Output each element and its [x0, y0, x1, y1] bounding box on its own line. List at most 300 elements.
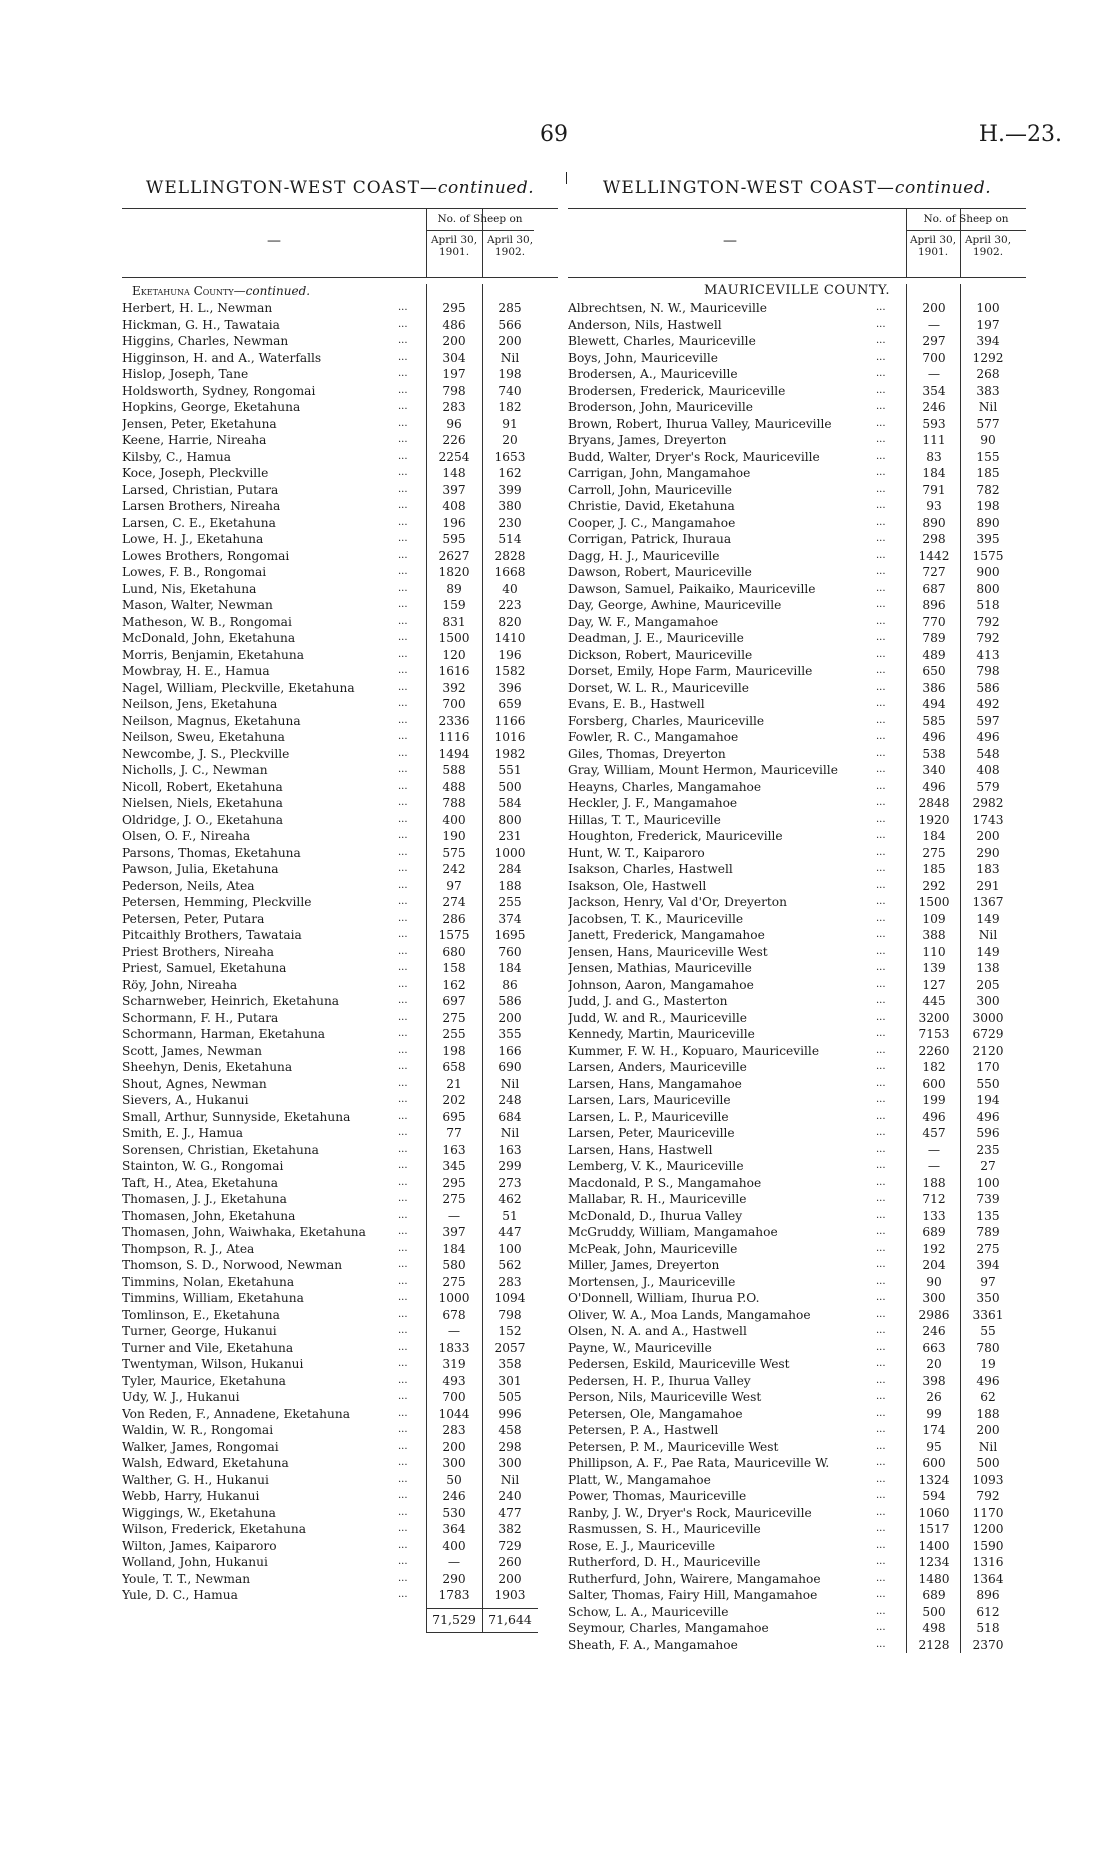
right-table-row [568, 1373, 1026, 1390]
sheep-1902-value: 496 [976, 1373, 1000, 1388]
holder-name: Judd, W. and R., Mauriceville [568, 1010, 747, 1025]
holder-name: Nicholls, J. C., Newman [122, 763, 268, 777]
left-group-underline [426, 230, 534, 231]
leader-dots: ... [398, 978, 408, 990]
sheep-1902-value: 492 [976, 697, 1000, 711]
holder-name: Giles, Thomas, Dreyerton [568, 746, 726, 761]
sheep-1901-value: 1494 [438, 746, 470, 761]
leader-dots: ... [398, 1374, 408, 1386]
sheep-1902-value: 659 [498, 697, 522, 711]
sheep-1902-value: 1575 [972, 548, 1004, 563]
holder-name: Power, Thomas, Mauriceville [568, 1489, 747, 1503]
sheep-1901-value: 158 [442, 961, 466, 975]
sheep-1901-value: 192 [922, 1241, 946, 1256]
sheep-1901-value: 663 [922, 1340, 946, 1355]
sheep-1902-value: 740 [498, 383, 522, 398]
leader-dots: ... [398, 1490, 408, 1501]
right-table-row [568, 1175, 1026, 1192]
leader-dots: ... [876, 1391, 886, 1402]
left-section-name: Eketahuna County [132, 284, 234, 298]
right-table-row [568, 531, 1026, 548]
leader-dots: ... [876, 1325, 886, 1336]
left-col2-line1: April 30, [486, 234, 534, 246]
right-table-row [568, 927, 1026, 944]
sheep-1902-value: 230 [498, 515, 522, 530]
sheep-1901-value: 392 [442, 680, 466, 695]
leader-dots: ... [398, 1242, 408, 1254]
sheep-1901-value: 494 [922, 697, 946, 711]
sheep-1901-value: 182 [922, 1060, 946, 1074]
sheep-1902-value: 138 [976, 961, 1000, 975]
sheep-1901-value: 3200 [918, 1010, 950, 1025]
holder-name: Kennedy, Martin, Mauriceville [568, 1027, 755, 1041]
leader-dots: ... [876, 1044, 886, 1056]
holder-name: Jensen, Mathias, Mauriceville [568, 961, 752, 975]
leader-dots: ... [876, 1292, 886, 1303]
leader-dots: ... [876, 1275, 886, 1287]
left-table-row [122, 1175, 558, 1192]
sheep-1901-value: 93 [926, 499, 942, 513]
right-table-row [568, 1521, 1026, 1538]
leader-dots: ... [398, 648, 408, 660]
sheep-1902-value: 1695 [494, 928, 526, 942]
left-table-row [122, 845, 558, 862]
left-table-row [122, 1224, 558, 1241]
sheep-1901-value: 727 [922, 565, 946, 579]
leader-dots: ... [876, 1556, 886, 1567]
sheep-1902-value: 800 [976, 581, 1000, 596]
sheep-1901-value: 90 [926, 1274, 942, 1289]
right-rows [568, 300, 1026, 1653]
sheep-1901-value: 162 [442, 977, 466, 992]
sheep-1901-value: 340 [922, 763, 946, 777]
leader-dots: ... [398, 335, 408, 346]
right-table-row [568, 399, 1026, 416]
right-table-row [568, 663, 1026, 680]
leader-dots: ... [398, 599, 408, 610]
sheep-1902-value: 1653 [494, 449, 526, 464]
sheep-1901-value: 184 [922, 466, 946, 480]
sheep-1902-value: 1166 [494, 713, 526, 728]
left-table-row [122, 927, 558, 944]
sheep-1902-value: 890 [976, 515, 1000, 530]
left-table-row [122, 482, 558, 499]
sheep-1902-value: 200 [976, 1423, 1000, 1437]
sheep-1901-value: 397 [442, 1225, 466, 1239]
sheep-1902-value: 408 [976, 763, 1000, 777]
sheep-1902-value: 1016 [494, 730, 526, 744]
sheep-1902-value: 198 [976, 499, 1000, 513]
sheep-1901-value: 400 [442, 1538, 466, 1553]
leader-dots: ... [876, 1077, 886, 1089]
holder-name: Taft, H., Atea, Eketahuna [122, 1175, 279, 1190]
leader-dots: ... [876, 582, 886, 594]
right-table-row [568, 1026, 1026, 1043]
leader-dots: ... [398, 1110, 408, 1122]
holder-name: Dorset, W. L. R., Mauriceville [568, 680, 749, 695]
leader-dots: ... [876, 1407, 886, 1419]
sheep-1902-value: 596 [976, 1126, 1000, 1140]
leader-dots: ... [398, 698, 408, 709]
sheep-1902-value: 394 [976, 334, 1000, 348]
sheep-1901-value: 275 [442, 1274, 466, 1289]
left-table-row [122, 1422, 558, 1439]
left-table-row [122, 1488, 558, 1505]
left-table-row [122, 1307, 558, 1324]
holder-name: Petersen, P. M., Mauriceville West [568, 1439, 779, 1454]
holder-name: Neilson, Magnus, Eketahuna [122, 713, 301, 728]
leader-dots: ... [876, 368, 886, 379]
left-table-row [122, 1290, 558, 1307]
leader-dots: ... [876, 1424, 886, 1435]
sheep-1902-value: 3361 [972, 1307, 1004, 1322]
left-table-row [122, 713, 558, 730]
sheep-1902-value: 458 [498, 1423, 522, 1437]
holder-name: Judd, J. and G., Masterton [568, 994, 728, 1008]
sheep-1902-value: 355 [498, 1027, 522, 1041]
right-table-row [568, 812, 1026, 829]
leader-dots: ... [398, 1209, 408, 1221]
right-table-row [568, 1274, 1026, 1291]
sheep-1901-value: 2128 [918, 1637, 950, 1652]
sheep-1902-value: 194 [976, 1093, 1000, 1107]
sheep-1901-value: 580 [442, 1258, 466, 1272]
sheep-1901-value: 1783 [438, 1588, 470, 1602]
right-table-row [568, 383, 1026, 400]
sheep-1902-value: 182 [498, 400, 522, 414]
holder-name: Brodersen, Frederick, Mauriceville [568, 383, 786, 398]
holder-name: Mowbray, H. E., Hamua [122, 664, 270, 678]
left-table-row [122, 1340, 558, 1357]
left-table-row [122, 878, 558, 895]
right-header-dash: — [723, 233, 737, 249]
right-table-body [568, 284, 1026, 1653]
sheep-1901-value: 21 [446, 1076, 462, 1091]
total-1902: 71,644 [488, 1612, 532, 1627]
left-table-body [122, 284, 558, 1627]
sheep-1901-value: 275 [922, 845, 946, 860]
leader-dots: ... [876, 1308, 886, 1320]
right-table-row [568, 597, 1026, 614]
holder-name: Turner and Vile, Eketahuna [122, 1340, 294, 1355]
sheep-1902-value: Nil [500, 1126, 520, 1140]
sheep-1902-value: 383 [976, 383, 1000, 398]
leader-dots: ... [876, 797, 886, 808]
leader-dots: ... [398, 401, 408, 412]
sheep-1902-value: 170 [976, 1060, 1000, 1074]
left-rows [122, 300, 558, 1604]
right-table-row [568, 1389, 1026, 1406]
left-table-row [122, 1521, 558, 1538]
sheep-1902-value: 514 [498, 532, 522, 546]
sheep-1901-value: 388 [922, 928, 946, 942]
leader-dots: ... [398, 1275, 408, 1287]
sheep-1901-value: 700 [442, 697, 466, 711]
right-table-row [568, 977, 1026, 994]
right-table-row [568, 828, 1026, 845]
sheep-1902-value: 300 [498, 1456, 522, 1470]
left-table-row [122, 861, 558, 878]
leader-dots: ... [876, 1358, 886, 1369]
right-table-row [568, 960, 1026, 977]
sheep-1902-value: Nil [500, 1472, 520, 1487]
holder-name: Larsen, Hans, Mangamahoe [568, 1076, 742, 1091]
leader-dots: ... [398, 863, 408, 874]
sheep-1902-value: 200 [498, 334, 522, 348]
sheep-1901-value: — [447, 1324, 461, 1338]
left-table-row [122, 1538, 558, 1555]
sheep-1902-value: 996 [498, 1406, 522, 1421]
leader-dots: ... [876, 1259, 886, 1270]
left-table-row [122, 1323, 558, 1340]
leader-dots: ... [876, 417, 886, 429]
holder-name: Higginson, H. and A., Waterfalls [122, 350, 322, 365]
right-table-row [568, 1059, 1026, 1076]
left-col1-line1: April 30, [430, 234, 478, 246]
leader-dots: ... [876, 714, 886, 726]
holder-name: Olsen, N. A. and A., Hastwell [568, 1324, 747, 1338]
holder-name: Ranby, J. W., Dryer's Rock, Mauriceville [568, 1505, 812, 1520]
sheep-1901-value: 770 [922, 614, 946, 629]
holder-name: Houghton, Frederick, Mauriceville [568, 829, 783, 843]
sheep-1901-value: 687 [922, 581, 946, 596]
holder-name: Mason, Walter, Newman [122, 598, 273, 612]
holder-name: Larsen, Anders, Mauriceville [568, 1060, 747, 1074]
sheep-1902-value: 51 [502, 1208, 518, 1223]
right-table-row [568, 1488, 1026, 1505]
sheep-1901-value: 200 [442, 1439, 466, 1454]
sheep-1901-value: 109 [922, 911, 946, 926]
leader-dots: ... [398, 1292, 408, 1303]
leader-dots: ... [398, 434, 408, 445]
left-table-row [122, 1059, 558, 1076]
sheep-1902-value: 149 [976, 911, 1000, 926]
left-column-rule [426, 284, 427, 1632]
leader-dots: ... [876, 384, 886, 396]
leader-dots: ... [876, 1572, 886, 1584]
sheep-1902-value: 200 [498, 1010, 522, 1025]
leader-dots: ... [398, 1226, 408, 1237]
holder-name: Rasmussen, S. H., Mauriceville [568, 1522, 761, 1536]
left-section-heading [122, 284, 558, 300]
sheep-1901-value: 700 [442, 1390, 466, 1404]
sheep-1901-value: 538 [922, 746, 946, 761]
sheep-1902-value: 518 [976, 1621, 1000, 1635]
leader-dots: ... [876, 516, 886, 528]
leader-dots: ... [876, 764, 886, 775]
right-section-heading: MAURICEVILLE COUNTY. [703, 283, 891, 298]
total-bottom-rule [426, 1632, 538, 1633]
leader-dots: ... [398, 483, 408, 495]
sheep-1902-value: 197 [976, 317, 1000, 332]
leader-dots: ... [876, 1209, 886, 1221]
sheep-1901-value: 89 [446, 581, 462, 596]
left-table-row [122, 894, 558, 911]
sheep-1901-value: 246 [922, 400, 946, 414]
holder-name: Jensen, Hans, Mauriceville West [568, 944, 768, 959]
left-col2-line2: 1902. [494, 246, 526, 258]
sheep-1902-value: 231 [498, 829, 522, 843]
sheep-1901-value: 198 [442, 1043, 466, 1058]
holder-name: Tomlinson, E., Eketahuna [122, 1307, 280, 1322]
left-column [122, 178, 558, 1627]
sheep-1901-value: 400 [442, 812, 466, 827]
sheep-1901-value: 246 [922, 1324, 946, 1338]
left-col1-line2: 1901. [438, 246, 470, 258]
right-table-row [568, 465, 1026, 482]
right-table-row [568, 680, 1026, 697]
leader-dots: ... [398, 1589, 408, 1600]
right-table-row [568, 1604, 1026, 1621]
holder-name: Webb, Harry, Hukanui [122, 1489, 260, 1503]
holder-name: Schormann, F. H., Putara [122, 1010, 279, 1025]
left-table-row [122, 1505, 558, 1522]
sheep-1902-value: 496 [976, 1109, 1000, 1124]
sheep-1902-value: 584 [498, 796, 522, 810]
sheep-1901-value: 689 [922, 1588, 946, 1602]
leader-dots: ... [398, 302, 408, 313]
right-table-row [568, 647, 1026, 664]
sheep-1901-value: 1616 [438, 664, 470, 678]
leader-dots: ... [398, 1308, 408, 1320]
left-table-row [122, 1455, 558, 1472]
sheep-1902-value: 1410 [494, 631, 526, 645]
holder-name: Brown, Robert, Ihurua Valley, Mauriceville [568, 416, 832, 431]
leader-dots: ... [876, 1094, 886, 1105]
leader-dots: ... [876, 665, 886, 676]
sheep-1902-value: 90 [980, 433, 996, 447]
holder-name: Hillas, T. T., Mauriceville [568, 812, 721, 827]
left-col-1902 [482, 234, 538, 258]
leader-dots: ... [876, 1473, 886, 1485]
right-column [568, 178, 1026, 1653]
sheep-1901-value: 184 [442, 1241, 466, 1256]
sheep-1901-value: 1060 [918, 1505, 950, 1520]
sheep-1902-value: 40 [502, 581, 518, 596]
leader-dots: ... [398, 1457, 408, 1468]
sheep-1902-value: 792 [976, 614, 1000, 629]
holder-name: Jacobsen, T. K., Mauriceville [568, 911, 744, 926]
holder-name: Thomson, S. D., Norwood, Newman [122, 1258, 343, 1272]
sheep-1901-value: 2336 [438, 713, 470, 728]
leader-dots: ... [876, 1638, 886, 1650]
left-table-row [122, 383, 558, 400]
leader-dots: ... [876, 1523, 886, 1534]
sheep-1902-value: 729 [498, 1538, 522, 1553]
sheep-1901-value: 185 [922, 862, 946, 876]
right-column-rule [960, 284, 961, 1653]
left-table-row [122, 333, 558, 350]
sheep-1901-value: 96 [446, 416, 462, 431]
left-title-continued: continued. [437, 178, 535, 198]
sheep-1902-value: 100 [976, 1175, 1000, 1190]
right-table-row [568, 1538, 1026, 1555]
sheep-1901-value: 298 [922, 532, 946, 546]
leader-dots: ... [876, 1028, 886, 1039]
leader-dots: ... [876, 335, 886, 346]
sheep-1901-value: 594 [922, 1489, 946, 1503]
left-table-row [122, 300, 558, 317]
sheep-1902-value: Nil [500, 1076, 520, 1091]
sheep-1902-value: 2982 [972, 796, 1004, 810]
left-table-row [122, 1076, 558, 1093]
sheep-1901-value: 292 [922, 878, 946, 893]
sheep-1902-value: 301 [498, 1373, 522, 1388]
sheep-1901-value: 689 [922, 1225, 946, 1239]
sheep-1902-value: 1094 [494, 1291, 526, 1305]
sheep-1901-value: 1920 [918, 812, 950, 827]
leader-dots: ... [398, 912, 408, 924]
holder-name: Neilson, Sweu, Eketahuna [122, 730, 285, 744]
right-table-row [568, 498, 1026, 515]
left-table-row [122, 746, 558, 763]
sheep-1901-value: 295 [442, 301, 466, 315]
sheep-1901-value: 1575 [438, 928, 470, 942]
sheep-1901-value: 489 [922, 647, 946, 662]
sheep-1902-value: 739 [976, 1192, 1000, 1206]
sheep-1902-value: 396 [498, 680, 522, 695]
holder-name: Miller, James, Dreyerton [568, 1258, 720, 1272]
sheep-1901-value: 500 [922, 1604, 946, 1619]
leader-dots: ... [398, 1077, 408, 1089]
right-col-1902 [960, 234, 1016, 258]
holder-name: Lowes Brothers, Rongomai [122, 548, 290, 563]
holder-name: Wilton, James, Kaiparoro [122, 1538, 277, 1553]
right-table-row [568, 696, 1026, 713]
holder-name: Sheath, F. A., Mangamahoe [568, 1637, 738, 1652]
leader-dots: ... [876, 747, 886, 759]
sheep-1901-value: — [447, 1555, 461, 1569]
leader-dots: ... [398, 846, 408, 858]
holder-name: Petersen, P. A., Hastwell [568, 1423, 719, 1437]
sheep-1901-value: 486 [442, 317, 466, 332]
holder-name: Pedersen, H. P., Ihurua Valley [568, 1373, 751, 1388]
holder-name: Christie, David, Eketahuna [568, 499, 735, 513]
sheep-1901-value: 300 [922, 1291, 946, 1305]
sheep-1902-value: 399 [498, 482, 522, 497]
right-table-row [568, 861, 1026, 878]
sheep-1901-value: 148 [442, 466, 466, 480]
holder-name: Koce, Joseph, Pleckville [122, 466, 269, 480]
sheep-1902-value: 1364 [972, 1571, 1004, 1586]
right-table-row [568, 1571, 1026, 1588]
sheep-1902-value: 275 [976, 1241, 1000, 1256]
holder-name: Pawson, Julia, Eketahuna [122, 862, 279, 876]
holder-name: Walsh, Edward, Eketahuna [122, 1456, 289, 1470]
sheep-1902-value: 462 [498, 1192, 522, 1206]
left-table-header [122, 208, 558, 278]
right-table-row [568, 1191, 1026, 1208]
sheep-1901-value: 283 [442, 1423, 466, 1437]
left-table-row [122, 1373, 558, 1390]
left-table-row [122, 449, 558, 466]
leader-dots: ... [876, 1341, 886, 1353]
total-1901: 71,529 [432, 1612, 476, 1627]
right-table-header [568, 208, 1026, 278]
leader-dots: ... [876, 731, 886, 742]
right-table-row [568, 1076, 1026, 1093]
leader-dots: ... [398, 1193, 408, 1204]
right-table-row [568, 1158, 1026, 1175]
sheep-1901-value: 200 [442, 334, 466, 348]
sheep-1901-value: 789 [922, 631, 946, 645]
leader-dots: ... [398, 1556, 408, 1567]
holder-name: Larsen, C. E., Eketahuna [122, 515, 276, 530]
holder-name: Sorensen, Christian, Eketahuna [122, 1142, 319, 1157]
left-table-row [122, 812, 558, 829]
holder-name: Wiggings, W., Eketahuna [122, 1505, 276, 1520]
leader-dots: ... [398, 1440, 408, 1452]
